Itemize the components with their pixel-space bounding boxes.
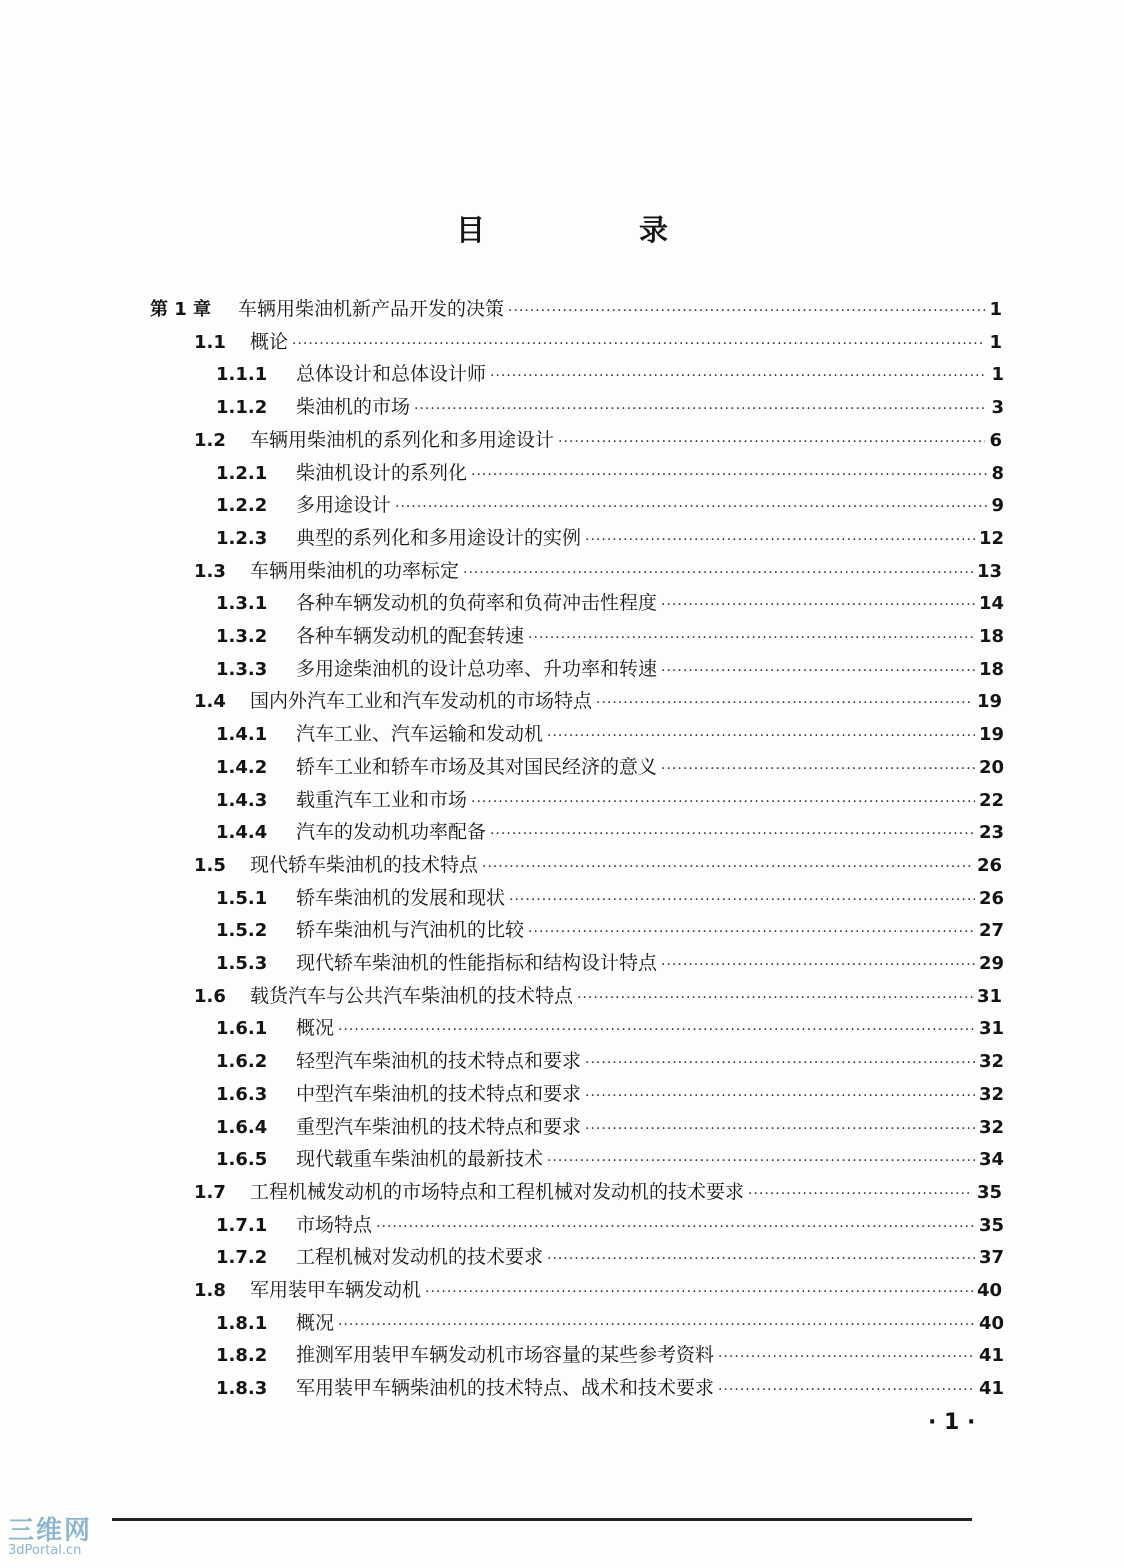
toc-entry-title: 多用途柴油机的设计总功率、升功率和转速: [296, 658, 658, 680]
toc-entry-page: 37: [978, 1247, 1004, 1268]
toc-entry-title: 柴油机设计的系列化: [296, 462, 468, 484]
toc-entry-page: 31: [978, 1018, 1004, 1039]
toc-entry-page: 14: [978, 593, 1004, 614]
dot-leader: [338, 1014, 975, 1046]
toc-entry-title: 总体设计和总体设计师: [296, 363, 487, 385]
dot-leader: [490, 818, 975, 850]
toc-entry[interactable]: [216, 522, 1004, 554]
toc-entry[interactable]: [216, 391, 1004, 423]
dot-leader: [528, 916, 975, 948]
toc-entry-number: 1.8: [194, 1280, 226, 1301]
toc-entry-number: 1.5.3: [216, 953, 268, 974]
toc-entry-number: 1.5.1: [216, 888, 268, 909]
page-number: · 1 ·: [928, 1410, 976, 1435]
toc-entry-number: 1.8.2: [216, 1345, 268, 1366]
dot-leader: [471, 786, 975, 818]
dot-leader: [471, 459, 987, 491]
toc-entry-page: 35: [978, 1215, 1004, 1236]
toc-entry-page: 12: [978, 528, 1004, 549]
toc-entry-number: 1.6.3: [216, 1084, 268, 1105]
toc-entry-number: 1.3.2: [216, 626, 268, 647]
toc-entry-number: 1.4.3: [216, 790, 268, 811]
toc-entry[interactable]: [194, 424, 1002, 456]
toc-entry-title: 概论: [250, 331, 289, 353]
toc-entry[interactable]: [216, 1111, 1004, 1143]
toc-entry-page: 32: [978, 1051, 1004, 1072]
toc-entry[interactable]: [216, 1143, 1004, 1175]
toc-entry-page: 41: [978, 1378, 1004, 1399]
page-title: 目 录: [455, 213, 741, 247]
dot-leader: [547, 720, 975, 752]
toc-entry[interactable]: [216, 1078, 1004, 1110]
toc-entry-title: 轿车工业和轿车市场及其对国民经济的意义: [296, 756, 658, 778]
toc-entry[interactable]: [150, 293, 1002, 325]
toc-entry-title: 各种车辆发动机的负荷率和负荷冲击性程度: [296, 592, 658, 614]
toc-entry-title: 工程机械发动机的市场特点和工程机械对发动机的技术要求: [250, 1181, 745, 1203]
toc-entry-title: 汽车的发动机功率配备: [296, 821, 487, 843]
toc-entry[interactable]: [216, 1012, 1004, 1044]
toc-entry[interactable]: [216, 620, 1004, 652]
toc-entry-number: 1.4: [194, 691, 226, 712]
toc-entry[interactable]: [216, 718, 1004, 750]
toc-entry[interactable]: [216, 1209, 1004, 1241]
toc-entry[interactable]: [194, 685, 1002, 717]
watermark-logo: [8, 1518, 92, 1558]
toc-entry-page: 22: [978, 790, 1004, 811]
toc-entry-page: 6: [989, 430, 1002, 451]
toc-entry-title: 重型汽车柴油机的技术特点和要求: [296, 1116, 582, 1138]
toc-entry-number: 1.8.1: [216, 1313, 268, 1334]
toc-entry-page: 29: [978, 953, 1004, 974]
toc-entry-title: 轻型汽车柴油机的技术特点和要求: [296, 1050, 582, 1072]
dot-leader: [661, 589, 975, 621]
toc-entry-number: 1.3.3: [216, 659, 268, 680]
dot-leader: [661, 655, 975, 687]
toc-entry-number: 1.7.1: [216, 1215, 268, 1236]
toc-entry-page: 34: [978, 1149, 1004, 1170]
toc-entry-number: 1.1: [194, 332, 226, 353]
toc-entry-page: 35: [976, 1182, 1002, 1203]
dot-leader: [338, 1309, 975, 1341]
toc-entry-title: 中型汽车柴油机的技术特点和要求: [296, 1083, 582, 1105]
toc-entry-title: 军用装甲车辆发动机: [250, 1279, 422, 1301]
toc-entry-title: 概况: [296, 1017, 335, 1039]
toc-entry-number: 1.6: [194, 986, 226, 1007]
toc-entry[interactable]: [194, 1274, 1002, 1306]
toc-entry-number: 1.4.4: [216, 822, 268, 843]
dot-leader: [376, 1211, 975, 1243]
toc-entry-title: 载重汽车工业和市场: [296, 789, 468, 811]
watermark-big-text: 三维网: [8, 1516, 93, 1546]
toc-entry-number: 1.6.5: [216, 1149, 268, 1170]
toc-entry[interactable]: [216, 882, 1004, 914]
toc-entry[interactable]: [194, 980, 1002, 1012]
toc-entry[interactable]: [216, 1241, 1004, 1273]
toc-entry-page: 20: [978, 757, 1004, 778]
toc-entry-page: 26: [978, 888, 1004, 909]
toc-entry-title: 载货汽车与公共汽车柴油机的技术特点: [250, 985, 574, 1007]
toc-entry-title: 各种车辆发动机的配套转速: [296, 625, 525, 647]
dot-leader: [508, 295, 985, 327]
toc-entry-title: 汽车工业、汽车运输和发动机: [296, 723, 544, 745]
toc-entry[interactable]: [216, 947, 1004, 979]
toc-entry-title: 轿车柴油机的发展和现状: [296, 887, 506, 909]
toc-entry-number: 1.2.2: [216, 495, 268, 516]
toc-entry[interactable]: [194, 849, 1002, 881]
toc-entry-title: 典型的系列化和多用途设计的实例: [296, 527, 582, 549]
toc-entry-title: 轿车柴油机与汽油机的比较: [296, 919, 525, 941]
toc-entry-number: 1.2.1: [216, 463, 268, 484]
toc-entry[interactable]: [216, 1339, 1004, 1371]
toc-entry-title: 概况: [296, 1312, 335, 1334]
toc-entry-page: 3: [991, 397, 1004, 418]
toc-entry-page: 1: [991, 364, 1004, 385]
toc-entry-number: 1.7.2: [216, 1247, 268, 1268]
toc-entry[interactable]: [216, 587, 1004, 619]
toc-entry-title: 市场特点: [296, 1214, 373, 1236]
toc-entry-page: 13: [976, 561, 1002, 582]
toc-entry[interactable]: [216, 489, 1004, 521]
dot-leader: [577, 982, 973, 1014]
toc-entry-page: 32: [978, 1117, 1004, 1138]
dot-leader: [463, 557, 973, 589]
dot-leader: [528, 622, 975, 654]
dot-leader: [425, 1276, 973, 1308]
toc-entry[interactable]: [216, 1372, 1004, 1404]
toc-entry-title: 现代轿车柴油机的性能指标和结构设计特点: [296, 952, 658, 974]
toc-entry-number: 1.4.1: [216, 724, 268, 745]
toc-entry-title: 推测军用装甲车辆发动机市场容量的某些参考资料: [296, 1344, 715, 1366]
dot-leader: [490, 360, 987, 392]
toc-entry-page: 1: [989, 299, 1002, 320]
toc-entry-page: 18: [978, 659, 1004, 680]
dot-leader: [661, 753, 975, 785]
toc-entry-number: 1.7: [194, 1182, 226, 1203]
toc-entry-number: 第 1 章: [150, 299, 212, 320]
toc-entry-number: 1.5.2: [216, 920, 268, 941]
dot-leader: [718, 1374, 975, 1406]
watermark-small-text: 3dPortal.cn: [8, 1543, 82, 1558]
toc-entry[interactable]: [216, 816, 1004, 848]
toc-entry-title: 工程机械对发动机的技术要求: [296, 1246, 544, 1268]
dot-leader: [585, 1113, 975, 1145]
dot-leader: [482, 851, 973, 883]
toc-entry-title: 国内外汽车工业和汽车发动机的市场特点: [250, 690, 593, 712]
dot-leader: [414, 393, 987, 425]
toc-entry-page: 1: [989, 332, 1002, 353]
toc-entry-number: 1.2: [194, 430, 226, 451]
dot-leader: [585, 1047, 975, 1079]
toc-entry[interactable]: [194, 555, 1002, 587]
toc-entry-number: 1.4.2: [216, 757, 268, 778]
dot-leader: [395, 491, 987, 523]
toc-entry-page: 19: [976, 691, 1002, 712]
toc-entry-title: 车辆用柴油机的功率标定: [250, 560, 460, 582]
toc-entry-page: 31: [976, 986, 1002, 1007]
toc-entry[interactable]: [216, 653, 1004, 685]
toc-entry-title: 现代轿车柴油机的技术特点: [250, 854, 479, 876]
toc-entry[interactable]: [216, 751, 1004, 783]
toc-entry-number: 1.6.2: [216, 1051, 268, 1072]
toc-entry-number: 1.1.1: [216, 364, 268, 385]
dot-leader: [558, 426, 985, 458]
dot-leader: [547, 1145, 975, 1177]
toc-entry[interactable]: [216, 358, 1004, 390]
toc-entry-title: 多用途设计: [296, 494, 392, 516]
toc-entry-page: 26: [976, 855, 1002, 876]
toc-entry[interactable]: [194, 1176, 1002, 1208]
toc-entry-page: 32: [978, 1084, 1004, 1105]
toc-entry[interactable]: [216, 1045, 1004, 1077]
toc-entry[interactable]: [216, 457, 1004, 489]
toc-entry-page: 27: [978, 920, 1004, 941]
toc-entry-number: 1.6.4: [216, 1117, 268, 1138]
dot-leader: [661, 949, 975, 981]
toc-entry-title: 车辆用柴油机新产品开发的决策: [238, 298, 505, 320]
dot-leader: [718, 1341, 975, 1373]
toc-entry-page: 41: [978, 1345, 1004, 1366]
dot-leader: [748, 1178, 973, 1210]
dot-leader: [585, 1080, 975, 1112]
toc-entry-page: 19: [978, 724, 1004, 745]
toc-entry-page: 40: [976, 1280, 1002, 1301]
toc-entry-page: 9: [991, 495, 1004, 516]
footer-rule: [112, 1518, 972, 1521]
toc-entry-number: 1.3: [194, 561, 226, 582]
toc-entry[interactable]: [216, 784, 1004, 816]
dot-leader: [547, 1243, 975, 1275]
dot-leader: [596, 687, 973, 719]
toc-entry-number: 1.6.1: [216, 1018, 268, 1039]
toc-entry[interactable]: [216, 914, 1004, 946]
toc-entry-number: 1.1.2: [216, 397, 268, 418]
toc-entry-page: 8: [991, 463, 1004, 484]
dot-leader: [509, 884, 975, 916]
toc-entry-title: 军用装甲车辆柴油机的技术特点、战术和技术要求: [296, 1377, 715, 1399]
toc-entry-page: 23: [978, 822, 1004, 843]
toc-entry-page: 18: [978, 626, 1004, 647]
toc-entry-title: 车辆用柴油机的系列化和多用途设计: [250, 429, 555, 451]
toc-entry-title: 柴油机的市场: [296, 396, 411, 418]
toc-entry-title: 现代载重车柴油机的最新技术: [296, 1148, 544, 1170]
dot-leader: [585, 524, 975, 556]
toc-entry[interactable]: [194, 326, 1002, 358]
toc-entry-number: 1.5: [194, 855, 226, 876]
toc-entry-page: 40: [978, 1313, 1004, 1334]
toc-entry[interactable]: [216, 1307, 1004, 1339]
toc-entry-number: 1.3.1: [216, 593, 268, 614]
toc-entry-number: 1.2.3: [216, 528, 268, 549]
toc-entry-number: 1.8.3: [216, 1378, 268, 1399]
dot-leader: [292, 328, 985, 360]
